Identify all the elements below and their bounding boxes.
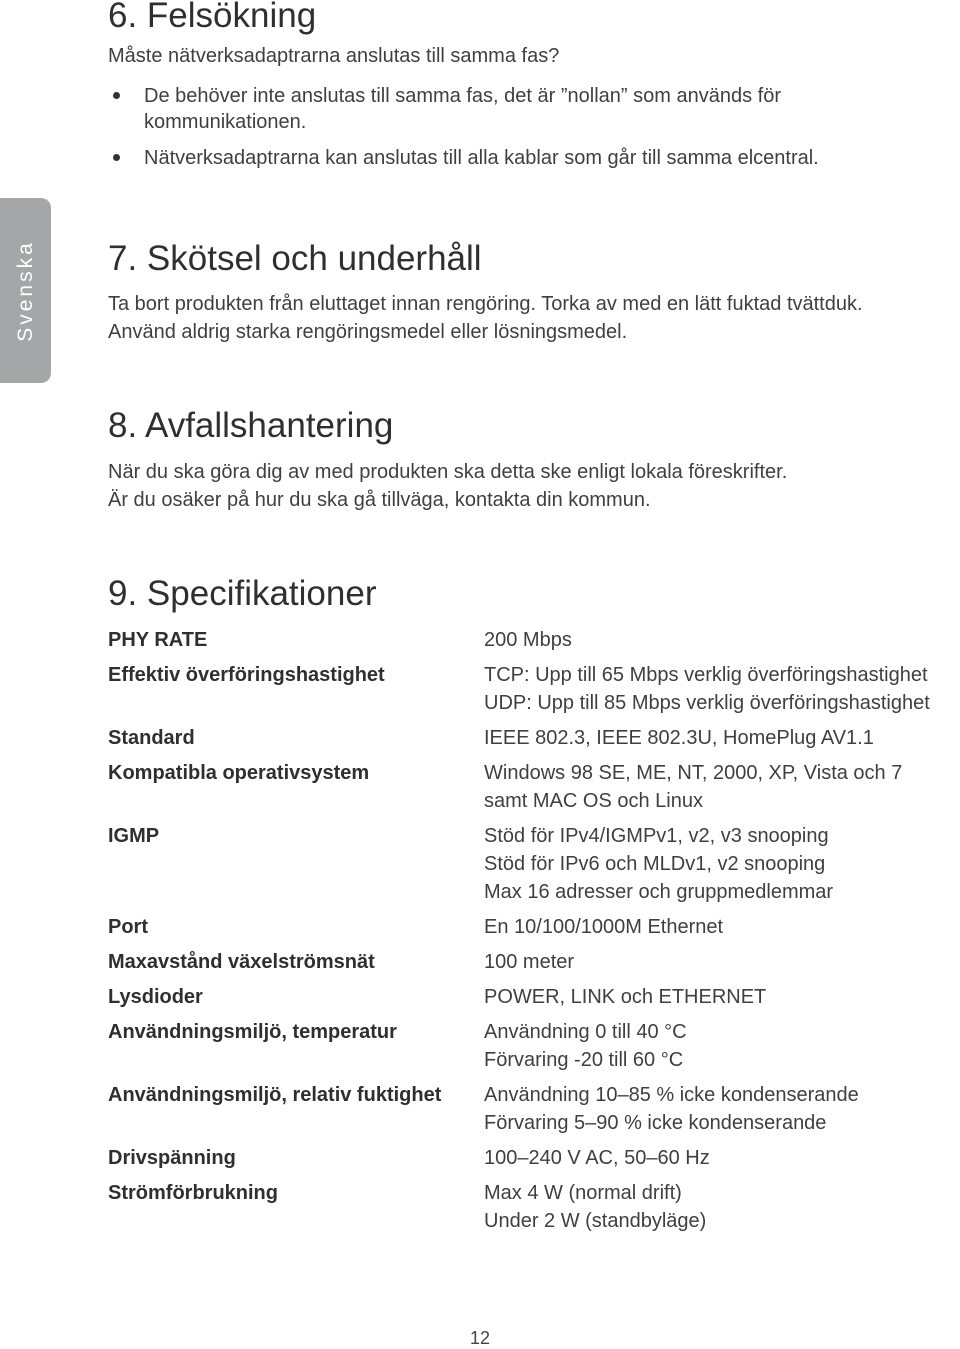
section-7-title: 7. Skötsel och underhåll	[108, 239, 482, 278]
spec-label: Standard	[108, 727, 195, 749]
spec-value	[484, 1018, 960, 1074]
spec-value	[484, 626, 960, 654]
spec-value-line: Stöd för IPv4/IGMPv1, v2, v3 snooping	[484, 825, 829, 847]
section-6-bullet-list	[108, 83, 924, 181]
spec-value-line: Användning 10–85 % icke kondenserande	[484, 1084, 859, 1106]
spec-row	[108, 948, 960, 976]
spec-value-line: 200 Mbps	[484, 629, 572, 651]
spec-label: Maxavstånd växelströmsnät	[108, 951, 375, 973]
spec-row	[108, 626, 960, 654]
language-side-tab	[0, 198, 51, 383]
spec-row	[108, 1018, 960, 1074]
section-6-question: Måste nätverksadaptrarna anslutas till samma fas?	[108, 45, 560, 67]
spec-value	[484, 1144, 960, 1172]
section-9-title: 9. Specifikationer	[108, 574, 377, 613]
spec-label: IGMP	[108, 825, 160, 847]
spec-label: Strömförbrukning	[108, 1182, 278, 1204]
spec-value-line: POWER, LINK och ETHERNET	[484, 986, 767, 1008]
spec-value-line: Windows 98 SE, ME, NT, 2000, XP, Vista och 7	[484, 762, 903, 784]
spec-label: Effektiv överföringshastighet	[108, 664, 385, 686]
section-7-line-2: Använd aldrig starka rengöringsmedel eller lösningsmedel.	[108, 321, 628, 343]
language-tab-label: Svenska	[13, 239, 37, 342]
spec-value	[484, 913, 960, 941]
spec-label: Kompatibla operativsystem	[108, 762, 370, 784]
bullet-item: De behöver inte anslutas till samma fas, det är ”nollan” som används för kommunikationen.	[108, 83, 924, 135]
spec-row	[108, 822, 960, 906]
spec-value-line: Förvaring -20 till 60 °C	[484, 1049, 684, 1071]
spec-row	[108, 1179, 960, 1235]
section-7-line-1: Ta bort produkten från eluttaget innan rengöring. Torka av med en lätt fuktad tvättduk.	[108, 293, 863, 315]
bullet-item: Nätverksadaptrarna kan anslutas till alla kablar som går till samma elcentral.	[108, 145, 924, 171]
spec-label: Drivspänning	[108, 1147, 236, 1169]
spec-value	[484, 948, 960, 976]
spec-value	[484, 759, 960, 815]
section-8-line-2: Är du osäker på hur du ska gå tillväga, kontakta din kommun.	[108, 489, 651, 511]
spec-value-line: Under 2 W (standbyläge)	[484, 1210, 707, 1232]
spec-row	[108, 1081, 960, 1137]
spec-value-line: Förvaring 5–90 % icke kondenserande	[484, 1112, 827, 1134]
spec-value	[484, 724, 960, 752]
spec-value-line: IEEE 802.3, IEEE 802.3U, HomePlug AV1.1	[484, 727, 874, 749]
spec-value-line: Max 4 W (normal drift)	[484, 1182, 682, 1204]
spec-value-line: 100–240 V AC, 50–60 Hz	[484, 1147, 710, 1169]
spec-value	[484, 983, 960, 1011]
spec-value	[484, 661, 960, 717]
spec-value-line: Max 16 adresser och gruppmedlemmar	[484, 881, 834, 903]
spec-value	[484, 822, 960, 906]
spec-label: Port	[108, 916, 148, 938]
spec-row	[108, 724, 960, 752]
spec-value-line: samt MAC OS och Linux	[484, 790, 703, 812]
spec-row	[108, 913, 960, 941]
spec-value-line: Användning 0 till 40 °C	[484, 1021, 687, 1043]
spec-value-line: En 10/100/1000M Ethernet	[484, 916, 724, 938]
specifications-table	[108, 626, 960, 1242]
spec-label: Användningsmiljö, relativ fuktighet	[108, 1084, 442, 1106]
spec-label: PHY RATE	[108, 629, 208, 651]
spec-row	[108, 661, 960, 717]
spec-value-line: Stöd för IPv6 och MLDv1, v2 snooping	[484, 853, 826, 875]
spec-label: Lysdioder	[108, 986, 203, 1008]
spec-row	[108, 759, 960, 815]
section-6-title: 6. Felsökning	[108, 0, 317, 35]
spec-row	[108, 1144, 960, 1172]
page-number: 12	[469, 1328, 491, 1348]
spec-label: Användningsmiljö, temperatur	[108, 1021, 397, 1043]
spec-value	[484, 1179, 960, 1235]
spec-value-line: 100 meter	[484, 951, 575, 973]
spec-value-line: UDP: Upp till 85 Mbps verklig överföringshastighet	[484, 692, 930, 714]
spec-value	[484, 1081, 960, 1137]
section-8-title: 8. Avfallshantering	[108, 406, 394, 445]
section-8-line-1: När du ska göra dig av med produkten ska detta ske enligt lokala föreskrifter.	[108, 461, 788, 483]
spec-row	[108, 983, 960, 1011]
spec-value-line: TCP: Upp till 65 Mbps verklig överföringshastighet	[484, 664, 928, 686]
